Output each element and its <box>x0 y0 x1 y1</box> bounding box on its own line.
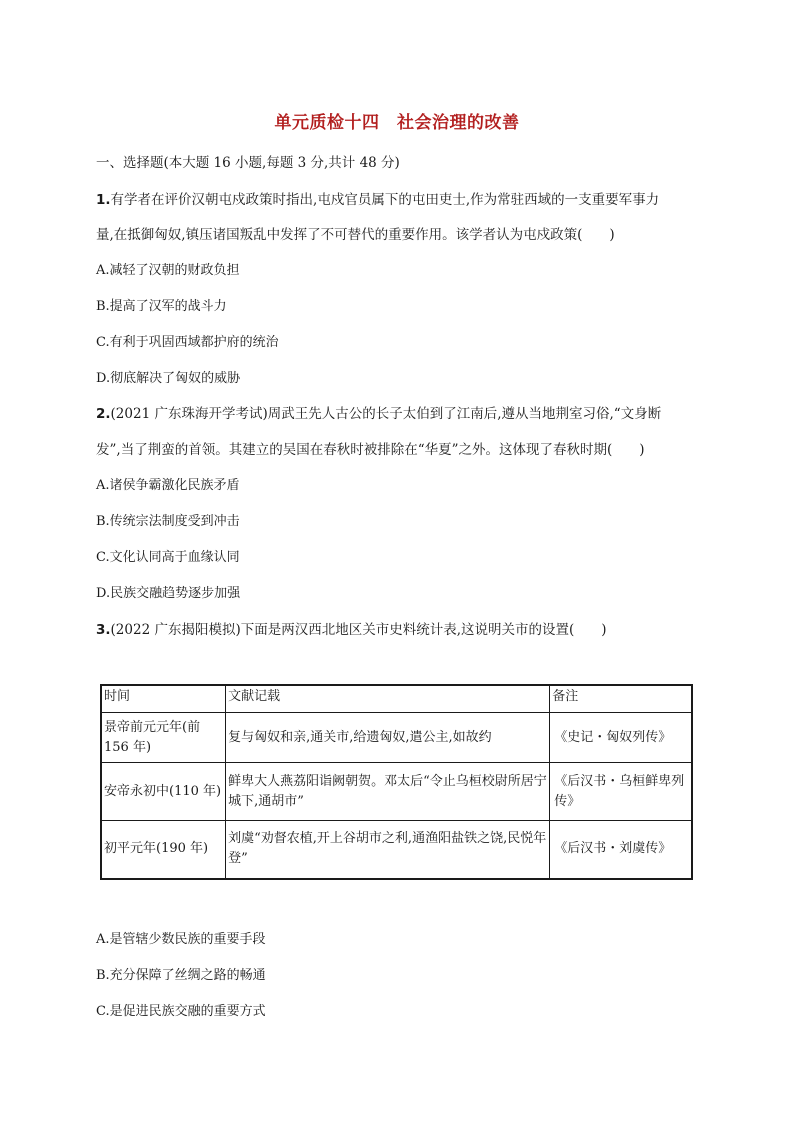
question-2-line-2: 发”,当了荆蛮的首领。其建立的吴国在春秋时被排除在“华夏”之外。这体现了春秋时期( ) <box>96 442 645 458</box>
question-3-option-b: B.充分保障了丝绸之路的畅通 <box>96 968 266 983</box>
header-time: 时间 <box>101 685 226 713</box>
cell-time: 安帝永初中(110 年) <box>101 763 226 821</box>
cell-record: 复与匈奴和亲,通关市,给遗匈奴,遣公主,如故约 <box>226 713 550 763</box>
table-row <box>101 713 692 763</box>
cell-time: 景帝前元元年(前 156 年) <box>101 713 226 763</box>
cell-record: 鲜卑大人燕荔阳诣阙朝贺。邓太后“令止乌桓校尉所居宁城下,通胡市” <box>226 763 550 821</box>
question-1-line-1 <box>96 190 659 210</box>
source-table <box>100 684 693 880</box>
table-row <box>101 821 692 879</box>
question-3-option-c: C.是促进民族交融的重要方式 <box>96 1004 266 1019</box>
question-number: 1. <box>96 192 111 208</box>
question-1-option-d: D.彻底解决了匈奴的威胁 <box>96 371 241 386</box>
table-header-row <box>101 685 692 713</box>
cell-note: 《后汉书・乌桓鲜卑列传》 <box>550 763 692 821</box>
question-1-option-a: A.减轻了汉朝的财政负担 <box>96 263 240 278</box>
question-text: 有学者在评价汉朝屯戍政策时指出,屯戍官员属下的屯田吏士,作为常驻西域的一支重要军事力 <box>110 192 660 208</box>
cell-note: 《后汉书・刘虞传》 <box>550 821 692 879</box>
cell-record: 刘虞“劝督农植,开上谷胡市之利,通渔阳盐铁之饶,民悦年登” <box>226 821 550 879</box>
question-2-option-d: D.民族交融趋势逐步加强 <box>96 586 241 601</box>
question-3-option-a: A.是管辖少数民族的重要手段 <box>96 932 266 947</box>
header-note: 备注 <box>550 685 692 713</box>
question-1-option-b: B.提高了汉军的战斗力 <box>96 299 227 314</box>
section-heading: 一、选择题(本大题 16 小题,每题 3 分,共计 48 分) <box>96 155 400 171</box>
question-2-option-b: B.传统宗法制度受到冲击 <box>96 514 240 529</box>
question-1-line-2: 量,在抵御匈奴,镇压诸国叛乱中发挥了不可替代的重要作用。该学者认为屯戍政策( ) <box>96 227 615 243</box>
question-2-option-c: C.文化认同高于血缘认同 <box>96 550 240 565</box>
question-3-line-1 <box>96 620 607 640</box>
header-record: 文献记载 <box>226 685 550 713</box>
cell-note: 《史记・匈奴列传》 <box>550 713 692 763</box>
cell-time: 初平元年(190 年) <box>101 821 226 879</box>
question-2-line-1 <box>96 404 661 424</box>
question-1-option-c: C.有利于巩固西域都护府的统治 <box>96 335 279 350</box>
table-row <box>101 763 692 821</box>
question-text: (2022 广东揭阳模拟)下面是两汉西北地区关市史料统计表,这说明关市的设置( ) <box>110 622 607 638</box>
question-text: (2021 广东珠海开学考试)周武王先人古公的长子太伯到了江南后,遵从当地荆室习俗,“文身断 <box>110 406 662 422</box>
question-number: 3. <box>96 622 111 638</box>
page-title: 单元质检十四 社会治理的改善 <box>274 113 520 133</box>
question-number: 2. <box>96 406 111 422</box>
question-2-option-a: A.诸侯争霸激化民族矛盾 <box>96 478 240 493</box>
